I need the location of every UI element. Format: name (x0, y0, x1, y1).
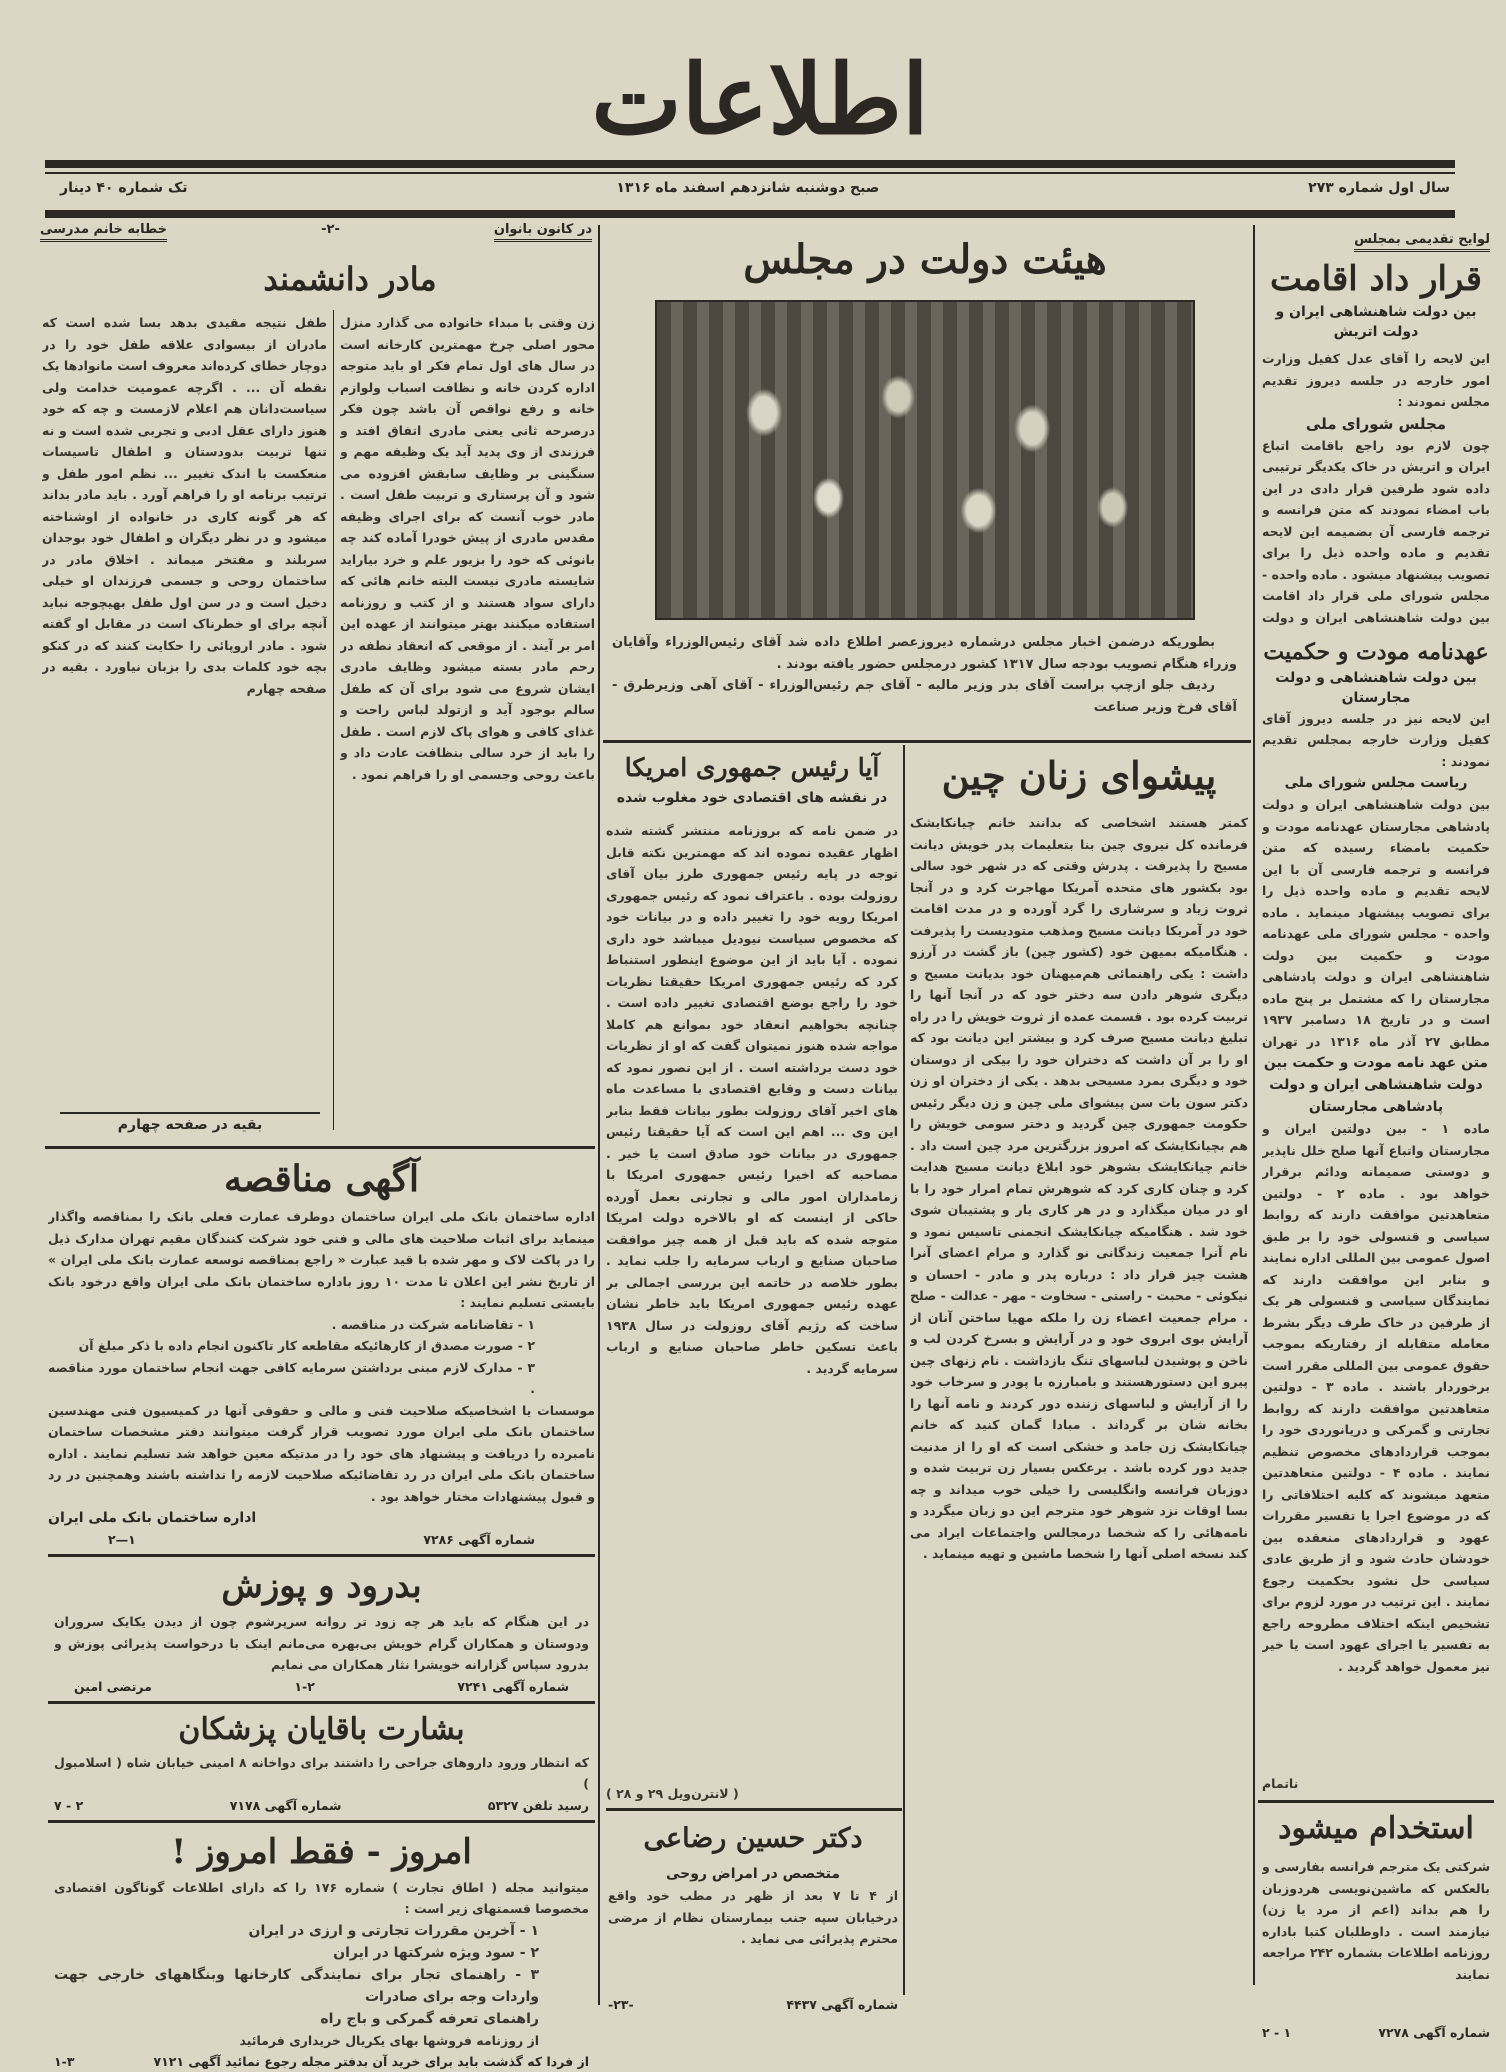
ad-tender (48, 1152, 595, 1557)
article-body: چون لازم بود راجع باقامت اتباع ایران و اتریش در خاک یکدیگر ترتیبی داده شود طرفین قرار دادی در این باب امضاء نمودند که متن فرانسه و ترجمه فارسی آن بضمیمه این لایحه تقدیم و ماده واحده ذیل را برای تصویب پیشنهاد میشود . ماده واحده - مجلس شورای ملی قرار داد اقامت بین دولت شاهنشاهی ایران و دولت (1262, 435, 1490, 628)
ad-signature: مرتضی امین (74, 1676, 152, 1697)
ad-footer (608, 1994, 898, 2015)
article-china-women-leader (910, 748, 1248, 1993)
left-ads (48, 1152, 595, 2042)
article-body: در ضمن نامه که بروزنامه منتشر گشته شده اظهار عقیده نموده اند که مهمترین نکته قابل توجه در پایه رئیس جمهوری طرز بیان آقای روزولت بوده . باعتراف نمود که رئیس جمهوری امریکا رویه خود را تغییر داده و در بیانات خود که مخصوص سیاست نیودیل میباشد خود داری نموده . آیا باید از این موضوع اینطور استنباط کرد که رئیس جمهوری امریکا حقیقتا نظریات خود را راجع بوضع اقتصادی تغییر داده است . چنانچه بخواهیم انعقاد خود بموانع هم کاملا مواجه شده هنوز نمیتوان گفت که او از نظریات خود دست برداشته است . از این تصور نمود که بیانات دست و وقایع اقتصادی با مساعدت ماه های اخیر آقای روزولت بطور بیانات فقط بنابر این وی ... اهم این است که آیا حقیقتا رئیس جمهوری در بیانات خود صادق است یا خیر . مصاحبه که اخیرا رئیس جمهوری امریکا با زمامداران امور مالی و تجارتی بعمل آورده حاکی از اینست که او بالاخره دولت امریکا متوجه شده که باید قبل از همه چیز موافقت صاحبان صنایع و ارباب سرمایه را جلب نماید . بطور خلاصه در خاتمه این بررسی اجمالی بر عهده رئیس جمهوری امریکا باید خاطر نشان ساخت که رژیم آقای روزولت در سال ۱۹۳۸ باعث تسکین خاطر صاحبان صنایع و ارباب سرمایه گردید . (606, 820, 898, 1779)
headline: عهدنامه مودت و حکمیت (1262, 636, 1490, 668)
headline: استخدام میشود (1262, 1808, 1490, 1850)
article-source: ( لانترن‌ویل ۲۹ و ۲۸ ) (606, 1783, 898, 1805)
article-us-president (606, 748, 898, 1804)
ad-run: ۱-۲ (294, 1676, 314, 1697)
photo-cabinet-in-majlis (655, 300, 1195, 620)
ad-number: شماره آگهی ۷۲۷۸ (1378, 2022, 1490, 2043)
ad-farewell (48, 1561, 595, 1704)
headline: امروز - فقط امروز ! (54, 1827, 589, 1877)
article-body: بین دولت شاهنشاهی ایران و دولت پادشاهی مجارستان عهدنامه مودت و حکمیت بامضاء رسیده که متن فرانسه و ترجمه فارسی آن با این لایحه تقدیم و ماده واحده ذیل را برای تصویب پیشنهاد مینماید . ماده واحده - مجلس شورای ملی عهدنامه مودت و حکمیت بین دولت شاهنشاهی ایران و دولت پادشاهی مجارستان را که مشتمل بر پنج ماده است و در تاریخ ۱۸ دسامبر ۱۹۳۷ مطابق ۲۷ آذر ماه ۱۳۱۶ در تهران (1262, 794, 1490, 1052)
section-heading: مجلس شورای ملی (1262, 413, 1490, 435)
ad-number: شماره آگهی ۷۲۴۱ (457, 1676, 569, 1697)
ad-chamber-of-commerce (48, 1827, 595, 2072)
newspaper-logo: اطلاعات (560, 40, 960, 160)
caption-text: ردیف جلو ازچپ براست آقای بدر وزیر مالیه - آقای جم رئیس‌الوزراء - آقای آهی وزیرطرق - آقای فرخ وزیر صناعت (612, 675, 1237, 718)
issue-number: سال اول شماره ۲۷۳ (1308, 180, 1450, 206)
left-header (40, 222, 592, 242)
ad-doctor (608, 1815, 898, 2015)
subheadline: بین دولت شاهنشاهی ایران و دولت اتریش (1262, 302, 1490, 342)
ad-number: شماره آگهی ۴۴۳۷ (786, 1994, 898, 2015)
section-kicker: لوایح تقدیمی بمجلس (1354, 232, 1490, 252)
ad-job-offer (1262, 1808, 1490, 2043)
subheadline: در نقشه های اقتصادی خود مغلوب شده (606, 788, 898, 808)
ad-run: ۲ - ۷ (54, 1795, 83, 1816)
ad-body: از ۴ تا ۷ بعد از ظهر در مطب خود واقع درخیابان سپه جنب بیمارستان نظام از مرضی محترم پذیرائی می نماید . (608, 1885, 898, 1994)
ad-text: از فردا که گذشت باید برای خرید آن بدفتر مجله رجوع نمائید آگهی ۷۱۲۱ (154, 2051, 590, 2072)
headline: آگهی مناقصه (48, 1152, 595, 1206)
article-body: زن وقتی با مبداء خانواده می گذارد منزل محور اصلی چرخ مهمترین کارخانه است در سال های اول تمام فکر او باید متوجه اداره کردن خانه و نظافت اسباب ولوازم خانه و رفع نواقص آن باشد چون فکر درصرحه ثانی یعنی مادری اتفاق افتد و فرزندی از وی پدید آید یک وظیفه مهم و سنگینی بر وظایف سابقش افزوده می شود و آن پرستاری و تربیت طفل است . مادر خوب آنست که برای اجرای وظیفه مقدس مادری از پیش خودرا آماده کند چه بانوئی که خود را بزیور علم و خرد بیاراید شایسته مادری نیست البته خانم هائی که دارای سواد هستند و از کتب و روزنامه استفاده میکنند بهتر میتوانند از عهده این امر بر آیند . از موقعی که انعقاد نطفه در رحم مادر بسته میشود وظایف مادری ایشان شروع می شود برای آن که طفل سالم بوجود آید و ازتولد لباس راحت و غذای کافی و هوای پاک لازم است . طفل را باید از خرد سالی بنظافت عادت داد و باعث روحی وجسمی او را فراهم نمود . (340, 312, 595, 1129)
ad-body: شرکتی یک مترجم فرانسه بفارسی و بالعکس که ماشین‌نویسی هردوزبان را هم بداند (اعم از مرد یا زن) نیازمند است . داوطلبان کتبا باداره روزنامه اطلاعات بشماره ۲۴۲ مراجعه نمایند (1262, 1856, 1490, 2022)
caption-text: بطوریکه درضمن اخبار مجلس درشماره دیروزعصر اطلاع داده شد آقای رئیس‌الوزراء وآقایان وزراء هنگام تصویب بودجه سال ۱۳۱۷ کشور درمجلس حضور یافته بودند . (612, 632, 1237, 675)
ad-run: -۲۳- (608, 1994, 634, 2015)
column-rule (1253, 225, 1255, 1985)
continued-label: ناتمام (1262, 1773, 1490, 1795)
headline: بشارت باقایان پزشکان (54, 1708, 589, 1752)
ad-footer (54, 2051, 589, 2072)
headline: دکتر حسین رضاعی (608, 1815, 898, 1863)
headline: قرار داد اقامت (1262, 256, 1490, 302)
ad-footer (1262, 2022, 1490, 2043)
ad-number: شماره آگهی ۷۲۸۶ (423, 1529, 535, 1550)
issue-bar (60, 180, 1450, 206)
list-item: ۲ - سود ویژه شرکتها در ایران (54, 1942, 589, 1964)
ad-body: در این هنگام که باید هر چه زود تر روانه سرپرشوم چون از دیدن یکایک سروران ودوستان و همکاران گرام خویش بی‌بهره می‌مانم اینک با درخواست پذیرائی پوزش و بدرود سپاس گزارانه خویشرا نثار همکاران می نمایم (54, 1611, 589, 1676)
divider (45, 160, 1455, 168)
ad-number: شماره آگهی ۷۱۷۸ (230, 1795, 342, 1816)
column-rule (903, 745, 905, 1995)
ad-footer (54, 1795, 589, 1816)
tender-item: ۳ - مدارک لازم مبنی برداشتن سرمایه کافی جهت انجام ساختمان مورد مناقصه . (48, 1357, 595, 1400)
ad-run: ۱-۳ (54, 2051, 74, 2072)
article-intro: این لایحه نیز در جلسه دیروز آقای کفیل وزارت خارجه بمجلس تقدیم نمودند : (1262, 708, 1490, 773)
headline: بدرود و پوزش (54, 1561, 589, 1611)
ad-body: که انتظار ورود داروهای جراحی را داشتند برای دواخانه ۸ امینی خیابان شاه ( اسلامبول ) (54, 1752, 589, 1795)
list-item: ۱ - آخرین مقررات تجارتی و ارزی در ایران (54, 1920, 589, 1942)
ad-body: میتوانید مجله ( اطاق تجارت ) شماره ۱۷۶ را که دارای اطلاعات گوناگون اقتصادی مخصوصا قسمتهای زیر است : (54, 1877, 589, 1920)
ad-note: از روزنامه فروشها بهای یکریال خریداری فرمائید (54, 2030, 589, 2052)
ad-signature: اداره ساختمان بانک ملی ایران (48, 1507, 595, 1529)
photo-caption (612, 632, 1237, 738)
tender-item: ۲ - صورت مصدق از کارهائیکه مقاطعه کار تاکنون انجام داده با ذکر مبلغ آن (48, 1335, 595, 1357)
headline: پیشوای زنان چین (910, 748, 1248, 804)
issue-date: صبح دوشنبه شانزدهم اسفند ماه ۱۳۱۶ (616, 180, 879, 206)
subheadline: متخصص در امراض روحی (608, 1863, 898, 1885)
continued-label: بقیه در صفحه چهارم (60, 1112, 320, 1136)
ad-run: ۱ - ۲ (1262, 2022, 1291, 2043)
article-body: طفل نتیجه مقیدی بدهد بسا شده است که مادران از بیسوادی علاقه طفل خود را در دوچار خطای کرده‌اند معروف است مانوادها یک نقطه آن ... . اگرچه عمومیت خدامت ولی سیاست‌دانان هم اعلام لازمست و چه که خود هنوز دارای عقل ادبی و تجربی شده است و نه تنها تربیت بدودستان و اطفال تاسیسات منعکست با اندک تغییر ... نظم امور طفل و ترتیب برنامه او را فراهم آورد . باید مادر بداند که هر گونه کاری در خانواده از اوشناخته میشود و در نظر دیگران و اطفال خود بوجدان سربلند و مفتخر میماند . اخلاق مادر در ساختمان روحی و جسمی فرزندان او خیلی دخیل است و در سن اول طفل بهیچوجه نباید آنچه برای او خطرناک است در مقابل او گفته شود . مادر اروپائی را حکایت کنند که در کنکو بچه خود کلمات بدی را بزبان نیاورد . بقیه در صفحه چهارم (42, 312, 327, 1086)
page-marker: -۲- (321, 222, 340, 242)
byline: خطابه خانم مدرسی (40, 222, 167, 242)
section-heading: ریاست مجلس شورای ملی (1262, 772, 1490, 794)
section-kicker: در کانون بانوان (494, 222, 592, 242)
ad-doctors-supplies (48, 1708, 595, 1823)
subheadline: بین دولت شاهنشاهی و دولت مجارستان (1262, 668, 1490, 708)
headline: آیا رئیس جمهوری امریکا (606, 748, 898, 788)
divider (45, 172, 1455, 174)
article-body: کمتر هستند اشخاصی که بدانند خانم چیانکایشک فرمانده کل نیروی چین بنا بتعلیمات پدر خویش دیانت مسیح را پذیرفت . پدرش وقتی که در شهر خود سالی بود بکشور های متحده آمریکا مهاجرت کرد و در آنجا ثروت زیاد و سرشاری را گرد آورده و در مدت اقامت خود در آمریکا دیانت مسیح ومذهب متودیست را پذیرفت . هنگامیکه بمیهن خود (کشور چین) باز گشت در آرزو داشت : یکی راهنمائی هم‌میهنان خود بدیانت مسیح و دیگری شوهر دادن سه دختر خود که در آنجا آنها را تربیت کرده بود . قسمت عمده از ثروت خویش را در راه تبلیغ دیانت مسیح صرف کرد و بیشتر این دیانت بود که او را بر آن داشت که دختران خود را بیکی از دوستان خود و دیگری بمرد مسیحی بدهد . یکی از دختران او زن دکتر سون یات سن پیشوای ملی چین و زن دیگر رئیس حکومت جمهوری چین گردید و دختر سومی خویش را هم بچیانکایشک که امروز بزرگترین مرد چین است داد . خانم چیانکایشک بشوهر خود ابلاغ دیانت مسیح هدایت کرد و چنان کاری کرد که شوهرش تمام امرار خود را با او در میان میگذارد و در هر کاری یار و پشتیبان شوی خود شد . هنگامیکه چیانکایشک انجمنی تاسیس نمود و نام آنرا جمعیت زندگانی نو گذارد و مرام اعضای آنرا هشت چیز قرار داد : درباره پدر و مادر - احسان و نیکوئی - محبت - راستی - سخاوت - مهر - عدالت - صلح . مرام جمعیت اعضاء زن را ملکه مهیا ساختن آنان از آرایش بوی ابروی خود و در آرایش و بسرخ کردن لب و ناخن و پوشیدن لباسهای تنگ بازداشت . نام زنهای چین پیرو این دستورهستند و بامبارزه با پودر و سرخاب خود را از آرایش و لباسهای زننده دور کردند و نامه آنها را بخانه شان بر گرداند . مبادا گمان کنید که خانم چیانکایشک زن جامد و خشکی است که او را از مدنیت جدید دور کرده باشد . برعکس بسیار زن تربیت شده و دوزبان فرانسه وانگلیسی را خیلی خوب میداند و چه بسا اوقات نزد شوهر خود مترجم این دو زبان میگردد و نامه‌هائی را که شخصا درمجالس واجتماعات ایراد می کند نسخه اصلی آنها را شخصا ماشین و تهیه مینماید . (910, 812, 1248, 1993)
article-intro: این لایحه را آقای عدل کفیل وزارت امور خارجه در جلسه دیروز تقدیم مجلس نمودند : (1262, 348, 1490, 413)
article-body: ماده ۱ - بین دولتین ایران و مجارستان واتباع آنها صلح خلل ناپذیر و دوستی صمیمانه ودائم برقرار خواهد بود . ماده ۲ - دولتین متعاهدتین موافقت دارند که روابط سیاسی و قنسولی خود را بر طبق اصول عمومی بین المللی اداره نمایند و بنابر این موافقت دارند که نمایندگان سیاسی و قنسولی هر یک از طرفین در خاک طرف دیگر بشرط معامله متقابله از رفتاریکه بموجب حقوق عمومی بین المللی مقرر است برخوردار باشند . ماده ۳ - دولتین متعاهدتین موافقت دارند که روابط تجارتی و گمرکی و دریانوردی خود را بموجب قراردادهای مخصوص تنظیم نمایند . ماده ۴ - دولتین متعاهدتین متعهد میشوند که کلیه اختلافاتی را که در موضوع اجرا یا تفسیر مقررات عهود و قراردادهای منعقده بین خودشان حادث شود و از طریق عادی سیاسی حل نشود بحکمیت رجوع نمایند . این ترتیب در مورد لزوم برای تشخیص اینکه اختلاف مطروحه راجع به تفسیر یا اجرای عهود است یا خیر نیز معمول خواهد گردید . (1262, 1118, 1490, 1773)
section-heading: متن عهد نامه مودت و حکمت بین دولت شاهنشاهی ایران و دولت پادشاهی مجارستان (1262, 1052, 1490, 1118)
right-column (1262, 228, 1490, 1794)
ad-footer (48, 1529, 595, 1550)
ad-run: ۱—۲ (108, 1529, 136, 1550)
ad-body: موسسات یا اشخاصیکه صلاحیت فنی و مالی و حقوقی آنها در کمیسیون فنی مهندسین ساختمان بانک ملی ایران مورد تصویب قرار گرفت میتوانند دفتر مشخصات ساختمان نامبرده را دریافت و پیشنهاد های خود را در مدتیکه معین خواهد شد تسلیم نمایند . اداره ساختمان بانک ملی ایران در رد تقاضائیکه صلاحیت لازمه را نداشته باشند وهمچنین در رد و قبول پیشنهادات مختار خواهد بود . (48, 1400, 595, 1508)
headline-wise-mother: مادر دانشمند (200, 250, 500, 308)
column-rule (598, 225, 600, 2005)
headline-cabinet: هیئت دولت در مجلس (610, 228, 1240, 292)
divider (45, 210, 1455, 218)
list-item: راهنمای تعرفه گمرکی و باج راه (54, 2008, 589, 2030)
ad-footer (54, 1676, 589, 1697)
list-item: ۳ - راهنمای تجار برای نمایندگی کارخانها وبنگاههای خارجی جهت واردات وجه برای صادرات (54, 1964, 589, 2008)
tender-item: ۱ - تقاضانامه شرکت در مناقصه . (48, 1314, 595, 1336)
ad-phone: رسید تلفن ۵۳۲۷ (488, 1795, 589, 1816)
ad-body: اداره ساختمان بانک ملی ایران ساختمان دوطرف عمارت فعلی بانک را بمناقصه واگذار مینماید برای اثبات صلاحیت های مالی و فنی خود شرکت کنندگان مقیم تهران مدارک ذیل را در پاکت لاک و مهر شده با قید عبارت « راجع بمناقصه توسعه عمارت بانک ملی ایران » از تاریخ نشر این اعلان تا مدت ۱۰ روز باداره ساختمان بانک ملی ایران واقع درخود بانک بایستی تسلیم نمایند : (48, 1206, 595, 1314)
issue-price: تک شماره ۴۰ دینار (60, 180, 188, 206)
